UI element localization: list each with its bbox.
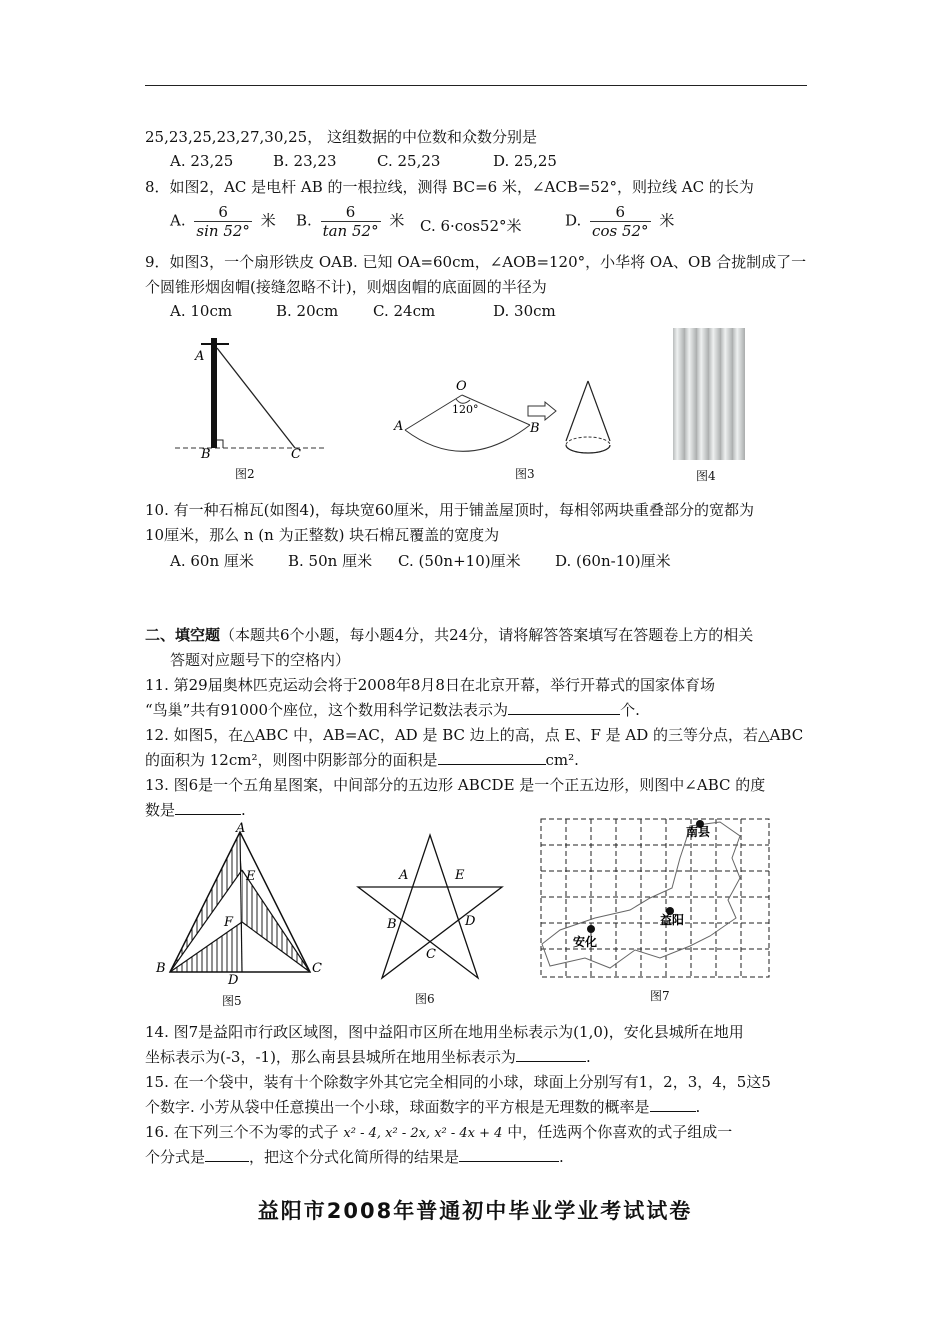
q7-option-c: C. 25,23 [377,152,441,170]
exam-title: 益阳市2008年普通初中毕业学业考试试卷 [257,1199,693,1223]
q8-option-c: C. 6·cos52°米 [420,217,522,235]
q15-blank [650,1097,696,1112]
q15-line1: 15. 在一个袋中，装有十个除数字外其它完全相同的小球，球面上分别写有1，2，3，4，5这5 [145,1073,771,1091]
figure-7 [540,818,772,980]
q14-line1: 14. 图7是益阳市行政区域图，图中益阳市区所在地用坐标表示为(1,0)，安化县城所在地用 [145,1023,744,1041]
section2-heading: 二、填空题 [145,626,221,644]
figure-2 [165,330,335,465]
q11-blank [508,700,620,715]
q8-stem: 8．如图2，AC 是电杆 AB 的一根拉线，测得 BC=6 米，∠ACB=52°，则拉线 AC 的长为 [145,178,754,196]
q9-option-c: C. 24cm [373,302,436,320]
fig3-caption: 图3 [515,467,535,481]
section2-desc2: 答题对应题号下的空格内） [170,651,351,669]
figure-4 [673,328,745,460]
fig5-label-e: E [246,869,256,884]
fig6-label-b: B [387,917,397,932]
q11-line2: “鸟巢”共有91000个座位，这个数用科学记数法表示为 个. [145,701,640,719]
fig6-label-a: A [399,868,409,883]
fig6-caption: 图6 [415,992,435,1006]
q10-option-a: A. 60n 厘米 [170,552,254,570]
q9-option-b: B. 20cm [276,302,339,320]
q13-line2: 数是 . [145,801,246,819]
q16-blank-2 [459,1147,559,1162]
q7-option-b: B. 23,23 [273,152,337,170]
section2-heading-line: 二、填空题（本题共6个小题，每小题4分，共24分，请将解答答案填写在答题卷上方的相关 [145,626,754,644]
fig5-label-d: D [228,973,239,988]
fig3-angle: 120° [452,403,479,416]
q16-line1: 16. 在下列三个不为零的式子 x² - 4, x² - 2x, x² - 4x + 4 中，任选两个你喜欢的式子组成一 [145,1123,733,1141]
q14-line2: 坐标表示为(-3，-1)，那么南县县城所在地用坐标表示为 . [145,1048,591,1066]
q12-blank [438,750,546,765]
fig2-label-c: C [291,447,301,462]
q15-line2: 个数字. 小芳从袋中任意摸出一个小球，球面数字的平方根是无理数的概率是 . [145,1098,701,1116]
fig5-caption: 图5 [222,994,242,1008]
q8-option-a: A. $\frac{6}{\sin 52^\circ}$ 米 [170,203,276,240]
fig3-label-a: A [394,419,404,434]
figure-5 [150,821,335,988]
fig3-label-b: B [530,421,540,436]
figure-6 [355,830,515,985]
fig6-label-e: E [455,868,465,883]
q9-line2: 个圆锥形烟囱帽(接缝忽略不计)，则烟囱帽的底面圆的半径为 [145,278,547,296]
q7-tail: 25,23,25,23,27,30,25， 这组数据的中位数和众数分别是 [145,128,537,146]
q10-line2: 10厘米，那么 n (n 为正整数) 块石棉瓦覆盖的宽度为 [145,526,500,544]
q10-option-d: D. (60n-10)厘米 [555,552,671,570]
q13-blank [175,800,241,815]
q9-option-a: A. 10cm [170,302,233,320]
q11-line1: 11. 第29届奥林匹克运动会将于2008年8月8日在北京开幕，举行开幕式的国家体育场 [145,676,715,694]
q16-line2: 个分式是 ，把这个分式化简所得的结果是 . [145,1148,564,1166]
q10-option-c: C. (50n+10)厘米 [398,552,521,570]
q12-line1: 12. 如图5，在△ABC 中，AB=AC，AD 是 BC 边上的高，点 E、F 是 AD 的三等分点，若△ABC [145,726,804,744]
q13-line1: 13. 图6是一个五角星图案，中间部分的五边形 ABCDE 是一个正五边形，则图中∠ABC 的度 [145,776,766,794]
fig3-label-o: O [456,379,467,394]
fig5-label-a: A [236,821,246,836]
q16-blank-1 [205,1147,249,1162]
figure-3 [390,375,620,465]
q16-expression: x² - 4, x² - 2x, x² - 4x + 4 [343,1126,503,1141]
q9-option-d: D. 30cm [493,302,556,320]
fig7-label-anhua: 安化 [573,935,598,949]
q7-option-d: D. 25,25 [493,152,557,170]
fig2-label-b: B [201,447,211,462]
fig7-caption: 图7 [650,989,670,1003]
fig4-caption: 图4 [696,469,716,483]
q8-option-b: B. $\frac{6}{\tan 52^\circ}$ 米 [296,203,405,240]
q14-blank [516,1047,586,1062]
q10-option-b: B. 50n 厘米 [288,552,373,570]
header-rule [145,85,807,86]
fig2-label-a: A [195,349,205,364]
q9-line1: 9．如图3，一个扇形铁皮 OAB. 已知 OA=60cm，∠AOB=120°，小华将 OA、OB 合拢制成了一 [145,253,807,271]
fig5-label-b: B [156,961,166,976]
q10-line1: 10. 有一种石棉瓦(如图4)，每块宽60厘米，用于铺盖屋顶时，每相邻两块重叠部分的宽都为 [145,501,754,519]
fig2-caption: 图2 [235,467,255,481]
fig6-label-d: D [465,914,476,929]
q12-line2: 的面积为 12cm²，则图中阴影部分的面积是 cm². [145,751,579,769]
q8-option-d: D. $\frac{6}{\cos 52^\circ}$ 米 [565,203,675,240]
fig7-label-yiyang: 益阳 [660,913,685,927]
fig5-label-c: C [312,961,322,976]
fig7-label-nanxian: 南县 [686,825,711,839]
q7-option-a: A. 23,25 [170,152,234,170]
fig5-label-f: F [224,915,234,930]
arrow-right-icon [528,402,556,420]
fig6-label-c: C [426,947,436,962]
